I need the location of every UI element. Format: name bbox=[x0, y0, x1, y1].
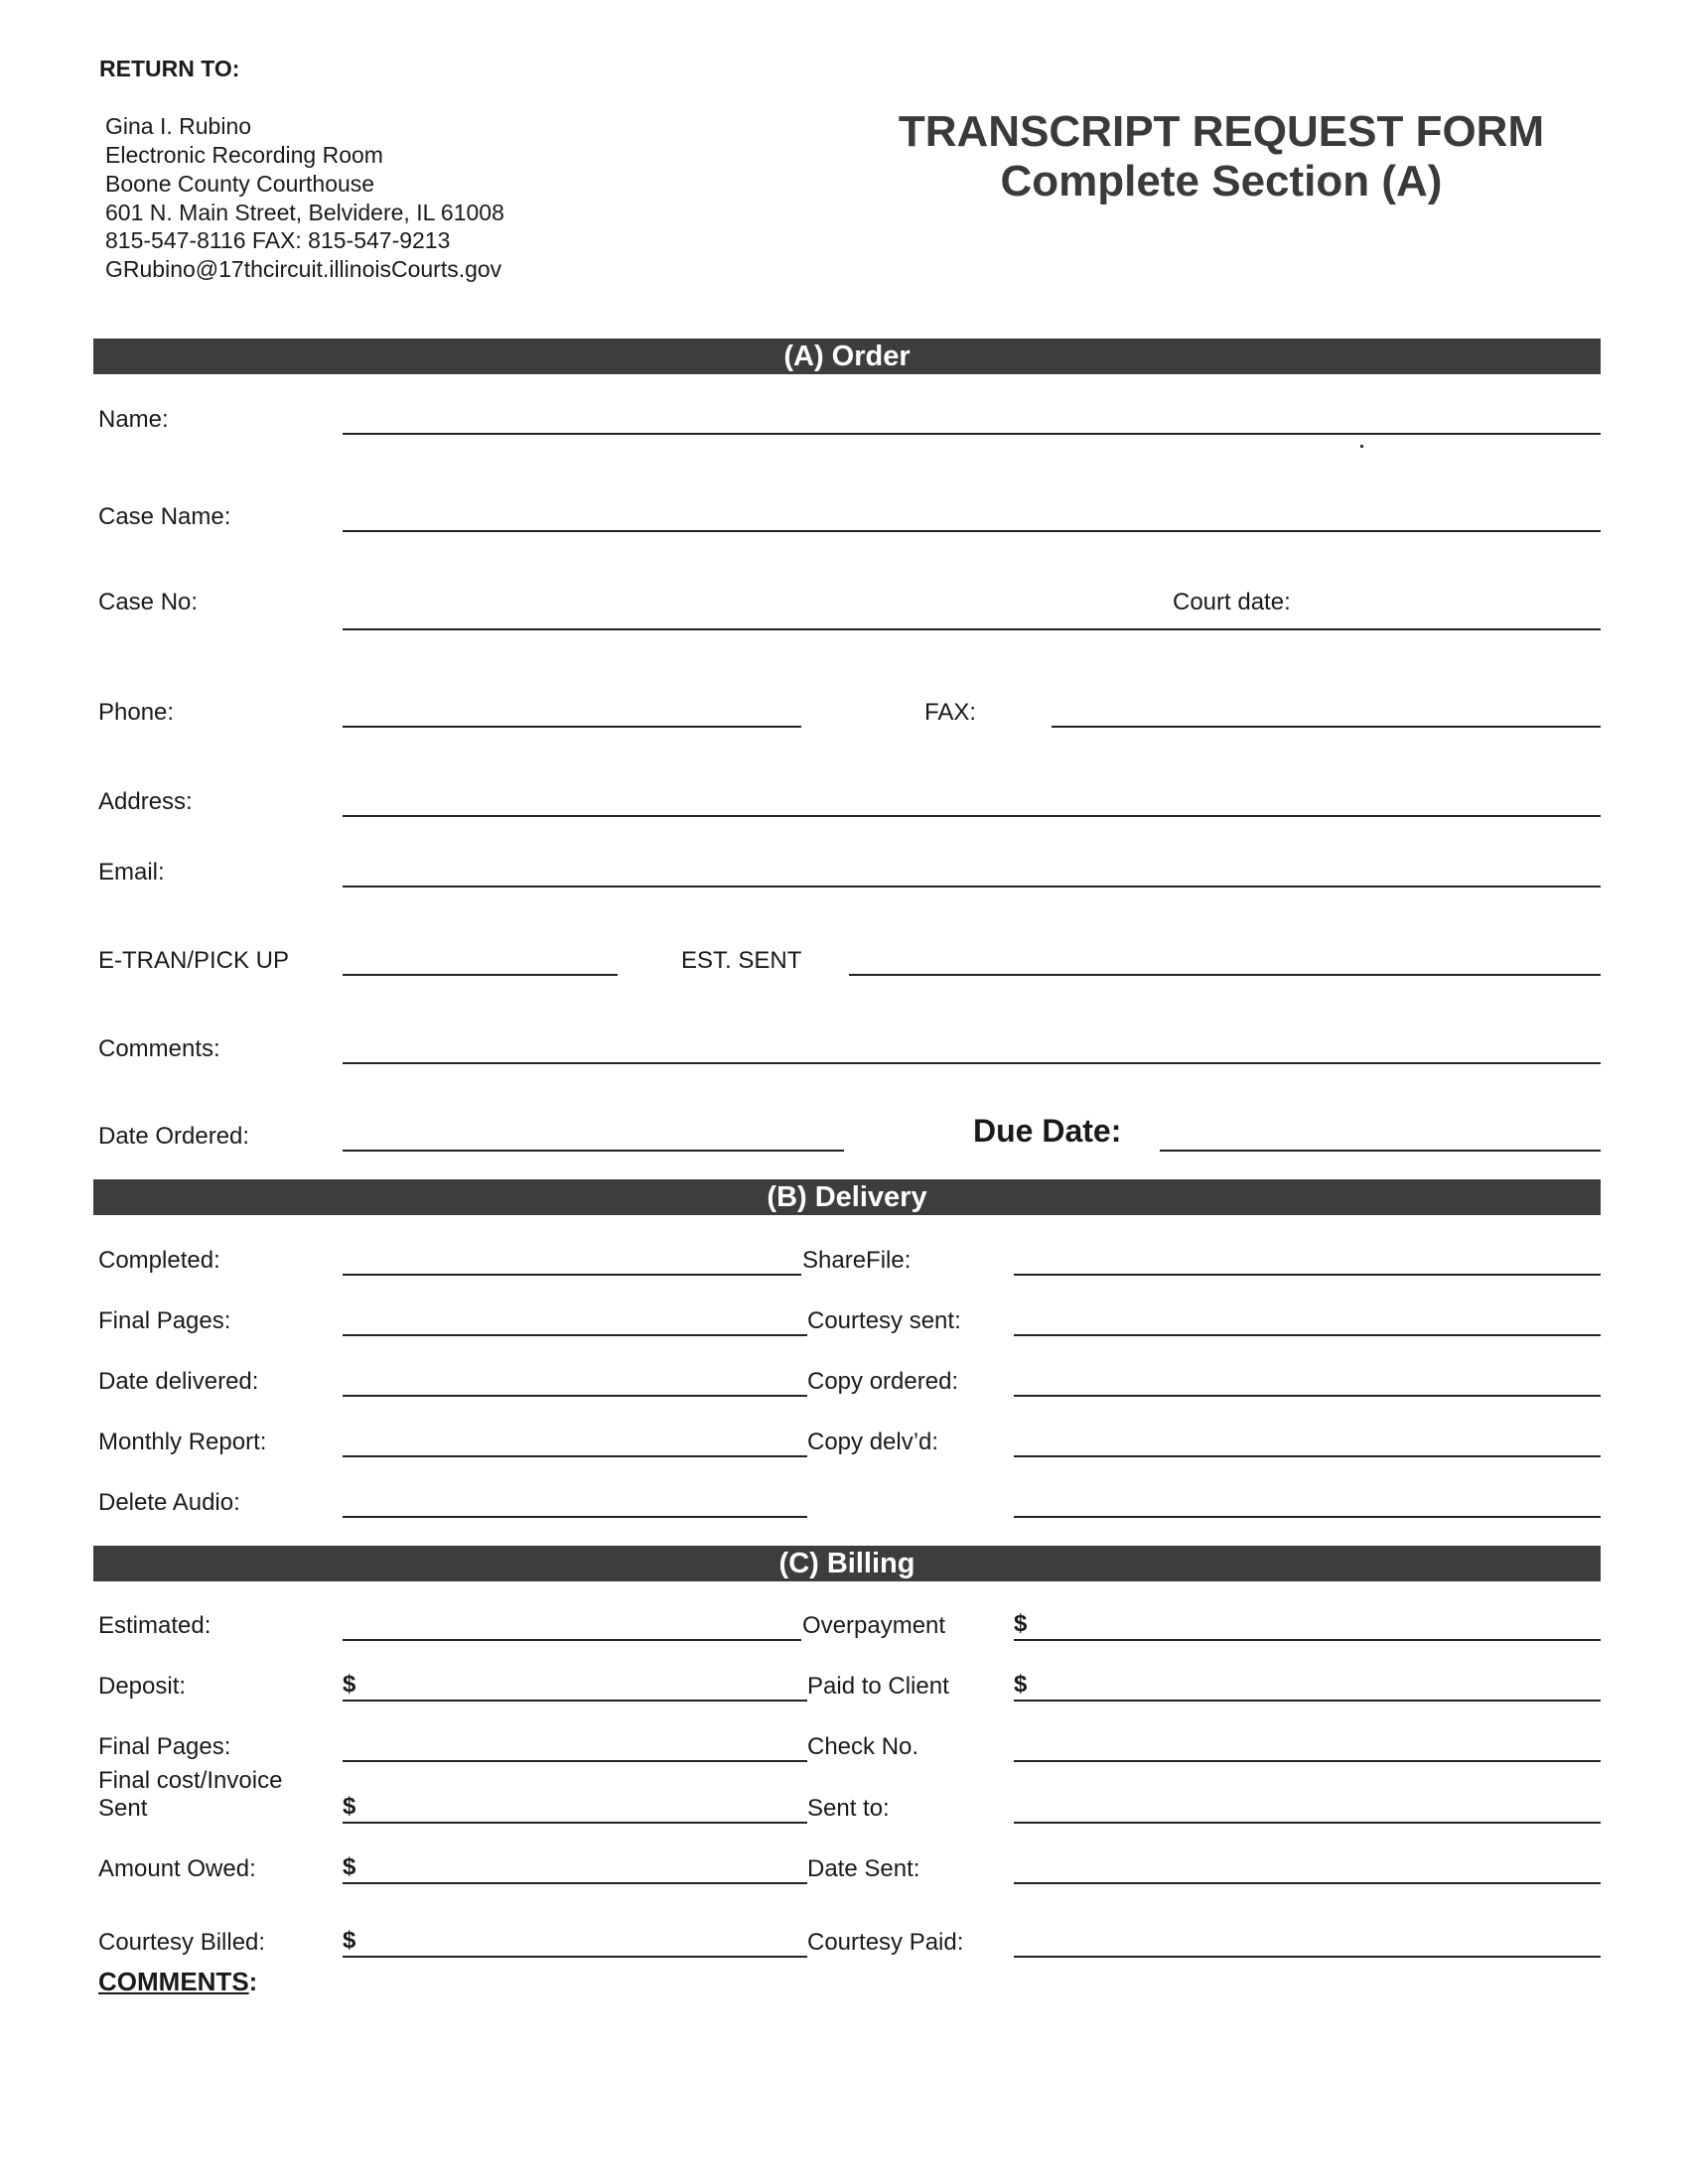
billing-final-pages-label: Final Pages: bbox=[98, 1733, 231, 1760]
delete-audio-field[interactable] bbox=[343, 1516, 807, 1518]
final-pages-field[interactable] bbox=[343, 1334, 807, 1336]
estimated-label: Estimated: bbox=[98, 1612, 211, 1639]
phone-label: Phone: bbox=[98, 699, 175, 726]
final-cost-sent-label: Sent bbox=[98, 1795, 148, 1822]
courtesy-billed-currency: $ bbox=[343, 1927, 356, 1954]
email-field[interactable] bbox=[343, 886, 1601, 887]
overpayment-field[interactable] bbox=[1014, 1639, 1601, 1641]
address-line-email: GRubino@17thcircuit.illinoisCourts.gov bbox=[105, 256, 502, 282]
comments-footer bbox=[98, 1967, 257, 1997]
case-name-field[interactable] bbox=[343, 530, 1601, 532]
date-delivered-label: Date delivered: bbox=[98, 1368, 259, 1395]
paid-to-client-currency: $ bbox=[1014, 1671, 1028, 1698]
copy-delvd-field[interactable] bbox=[1014, 1455, 1601, 1457]
address-line-phone-fax: 815-547-8116 FAX: 815-547-9213 bbox=[105, 227, 451, 253]
final-cost-currency: $ bbox=[343, 1793, 356, 1820]
amount-owed-field[interactable] bbox=[343, 1882, 807, 1884]
sharefile-field[interactable] bbox=[1014, 1274, 1601, 1276]
form-subtitle: Complete Section (A) bbox=[1000, 157, 1443, 205]
deposit-field[interactable] bbox=[343, 1700, 807, 1702]
overpayment-label: Overpayment bbox=[802, 1612, 946, 1639]
address-line-room: Electronic Recording Room bbox=[105, 142, 383, 168]
monthly-report-field[interactable] bbox=[343, 1455, 807, 1457]
courtesy-billed-label: Courtesy Billed: bbox=[98, 1929, 266, 1956]
sharefile-label: ShareFile: bbox=[802, 1247, 912, 1274]
email-label: Email: bbox=[98, 859, 165, 886]
section-delivery-header: (B) Delivery bbox=[93, 1179, 1601, 1215]
copy-ordered-field[interactable] bbox=[1014, 1395, 1601, 1397]
est-sent-field[interactable] bbox=[849, 974, 1601, 976]
etran-label: E-TRAN/PICK UP bbox=[98, 947, 290, 974]
name-label: Name: bbox=[98, 406, 169, 433]
check-no-field[interactable] bbox=[1014, 1760, 1601, 1762]
fax-field[interactable] bbox=[1052, 726, 1601, 728]
date-sent-label: Date Sent: bbox=[807, 1855, 920, 1882]
completed-field[interactable] bbox=[343, 1274, 801, 1276]
courtesy-sent-field[interactable] bbox=[1014, 1334, 1601, 1336]
address-line-building: Boone County Courthouse bbox=[105, 171, 375, 197]
case-no-label: Case No: bbox=[98, 589, 199, 615]
comments-field[interactable] bbox=[343, 1062, 1601, 1064]
deposit-currency: $ bbox=[343, 1671, 356, 1698]
final-pages-label: Final Pages: bbox=[98, 1307, 231, 1334]
delete-audio-label: Delete Audio: bbox=[98, 1489, 240, 1516]
courtesy-billed-field[interactable] bbox=[343, 1956, 807, 1958]
address-line-street: 601 N. Main Street, Belvidere, IL 61008 bbox=[105, 200, 504, 225]
name-field[interactable] bbox=[343, 433, 1601, 435]
date-ordered-field[interactable] bbox=[343, 1150, 844, 1152]
comments-footer-colon: : bbox=[248, 1967, 258, 1996]
billing-final-pages-field[interactable] bbox=[343, 1760, 807, 1762]
comments-label: Comments: bbox=[98, 1035, 220, 1062]
fax-label: FAX: bbox=[924, 699, 977, 726]
courtesy-sent-label: Courtesy sent: bbox=[807, 1307, 961, 1334]
final-cost-field[interactable] bbox=[343, 1822, 807, 1824]
case-no-field[interactable] bbox=[343, 628, 1601, 630]
address-line-name: Gina I. Rubino bbox=[105, 113, 252, 139]
overpayment-currency: $ bbox=[1014, 1610, 1028, 1637]
date-sent-field[interactable] bbox=[1014, 1882, 1601, 1884]
stray-dot bbox=[1360, 445, 1363, 448]
final-cost-label: Final cost/Invoice bbox=[98, 1767, 283, 1794]
sent-to-field[interactable] bbox=[1014, 1822, 1601, 1824]
paid-to-client-field[interactable] bbox=[1014, 1700, 1601, 1702]
monthly-report-label: Monthly Report: bbox=[98, 1429, 267, 1455]
due-date-field[interactable] bbox=[1160, 1150, 1601, 1152]
due-date-label: Due Date: bbox=[973, 1113, 1122, 1149]
section-order-header: (A) Order bbox=[93, 339, 1601, 374]
sent-to-label: Sent to: bbox=[807, 1795, 890, 1822]
date-ordered-label: Date Ordered: bbox=[98, 1123, 250, 1150]
address-field[interactable] bbox=[343, 815, 1601, 817]
return-to-label: RETURN TO: bbox=[99, 56, 240, 81]
comments-footer-label: COMMENTS bbox=[98, 1967, 249, 1996]
court-date-label: Court date: bbox=[1173, 589, 1291, 615]
etran-field[interactable] bbox=[343, 974, 618, 976]
case-name-label: Case Name: bbox=[98, 503, 231, 530]
paid-to-client-label: Paid to Client bbox=[807, 1673, 949, 1700]
amount-owed-label: Amount Owed: bbox=[98, 1855, 256, 1882]
deposit-label: Deposit: bbox=[98, 1673, 187, 1700]
section-billing-header: (C) Billing bbox=[93, 1546, 1601, 1581]
phone-field[interactable] bbox=[343, 726, 801, 728]
estimated-field[interactable] bbox=[343, 1639, 801, 1641]
address-label: Address: bbox=[98, 788, 193, 815]
copy-ordered-label: Copy ordered: bbox=[807, 1368, 959, 1395]
courtesy-paid-label: Courtesy Paid: bbox=[807, 1929, 964, 1956]
est-sent-label: EST. SENT bbox=[681, 947, 802, 974]
date-delivered-field[interactable] bbox=[343, 1395, 807, 1397]
courtesy-paid-field[interactable] bbox=[1014, 1956, 1601, 1958]
copy-delvd-label: Copy delv’d: bbox=[807, 1429, 939, 1455]
check-no-label: Check No. bbox=[807, 1733, 919, 1760]
amount-owed-currency: $ bbox=[343, 1853, 356, 1880]
form-title: TRANSCRIPT REQUEST FORM bbox=[898, 107, 1545, 156]
completed-label: Completed: bbox=[98, 1247, 220, 1274]
delete-audio-extra-field[interactable] bbox=[1014, 1516, 1601, 1518]
